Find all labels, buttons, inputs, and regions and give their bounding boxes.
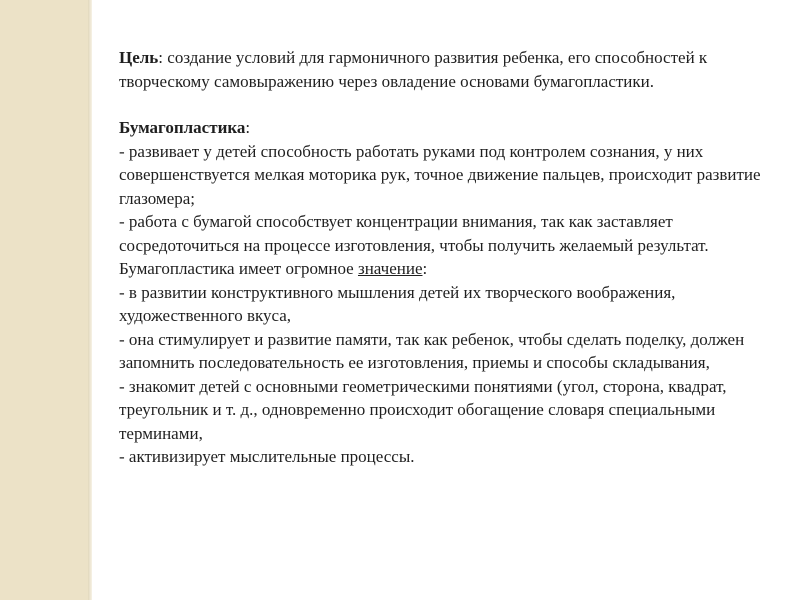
- section-title-suffix: :: [245, 118, 251, 137]
- importance-item: - знакомит детей с основными геометрическими понятиями (угол, сторона, квадрат, треугольник и т. д., одновременно происходит обогащение словаря специальными терминами,: [119, 376, 727, 443]
- importance-suffix: :: [422, 259, 428, 278]
- importance-prefix: Бумагопластика имеет огромное: [119, 259, 358, 278]
- importance-heading: [119, 257, 779, 281]
- importance-item: - активизирует мыслительные процессы.: [119, 447, 415, 466]
- slide-content: [119, 46, 779, 469]
- goal-text: : создание условий для гармоничного развития ребенка, его способностей к творческому самовыражению через овладение основами бумагопластики.: [119, 48, 708, 91]
- benefit-item: - развивает у детей способность работать руками под контролем сознания, у них совершенствуется мелкая моторика рук, точное движение пальцев, происходит развитие глазомера;: [119, 141, 761, 208]
- section-title: Бумагопластика: [119, 118, 246, 137]
- importance-item: - в развитии конструктивного мышления детей их творческого воображения, художественного вкуса,: [119, 282, 676, 325]
- benefit-item: - работа с бумагой способствует концентрации внимания, так как заставляет сосредоточиться на процессе изготовления, чтобы получить желаемый результат.: [119, 212, 709, 255]
- decorative-left-band: [0, 0, 88, 600]
- paper-plastic-section: [119, 116, 779, 469]
- importance-word: значение: [357, 259, 423, 278]
- goal-label: Цель: [119, 48, 159, 67]
- section-heading: [119, 116, 779, 140]
- importance-item: - она стимулирует и развитие памяти, так как ребенок, чтобы сделать поделку, должен запомнить последовательность ее изготовления, приемы и способы складывания,: [119, 329, 745, 372]
- goal-paragraph: [119, 46, 779, 93]
